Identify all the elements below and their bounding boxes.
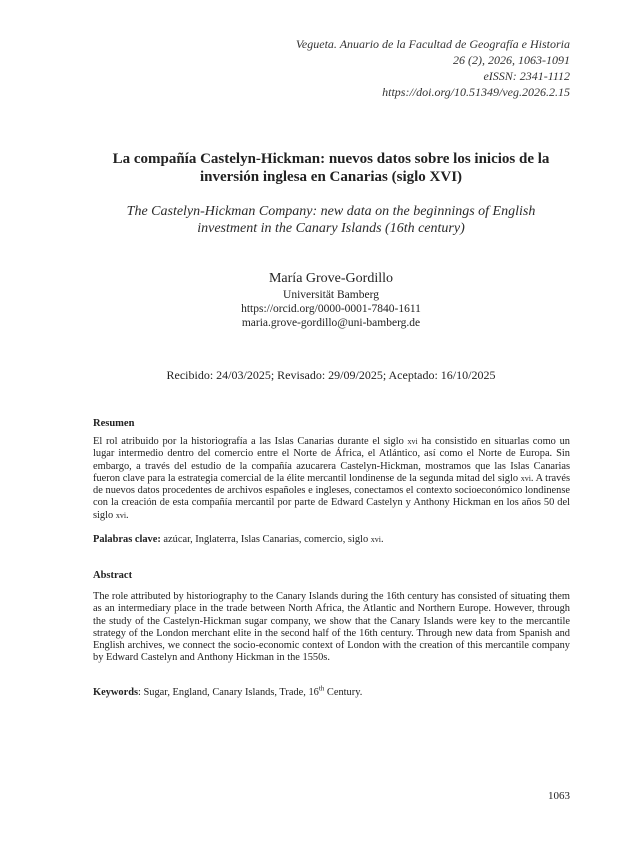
title-spanish-line2: inversión inglesa en Canarias (siglo XVI): [199, 169, 463, 185]
resumen-siglo-1: xvi: [407, 437, 418, 446]
author-orcid-link[interactable]: https://orcid.org/0000-0001-7840-1611: [241, 303, 421, 315]
abstract-heading: Abstract: [93, 570, 133, 581]
resumen-siglo-2: xvi: [520, 473, 531, 483]
keywords-end: Century.: [324, 687, 363, 698]
title-spanish-line1: La compañía Castelyn-Hickman: nuevos datos sobre los inicios de la: [112, 151, 550, 167]
title-english: [70, 203, 592, 237]
keywords: [93, 686, 570, 699]
keywords-label: Keywords: [93, 687, 139, 698]
palabras-clave: [93, 533, 570, 546]
resumen-siglo-3: xvi: [115, 510, 127, 520]
resumen-text-part4: .: [126, 509, 129, 521]
palabras-clave-text: azúcar, Inglaterra, Islas Canarias, comercio, siglo: [160, 534, 371, 545]
journal-header: [296, 36, 570, 100]
palabras-clave-siglo: xvi: [370, 535, 381, 544]
journal-volume: 26 (2), 2026, 1063-1091: [453, 53, 570, 67]
journal-name: Vegueta. Anuario de la Facultad de Geografía e Historia: [295, 37, 570, 51]
title-english-line1: The Castelyn-Hickman Company: new data on the beginnings of English: [126, 204, 536, 219]
author-affiliation: Universität Bamberg: [283, 289, 379, 301]
author-email-link[interactable]: maria.grove-gordillo@uni-bamberg.de: [241, 317, 421, 329]
resumen-text-part1: El rol atribuido por la historiografía a las Islas Canarias durante el siglo: [93, 436, 408, 447]
journal-eissn: eISSN: 2341-1112: [483, 69, 570, 83]
resumen-text-part3: . A través de nuevos datos procedentes de archivos españoles e ingleses, conectamos el contexto socioeconómico londinense con la creación de esta compañía mercantil por parte de Edward Castelyn y Anthony Hickman en los años 50 del siglo: [93, 472, 570, 521]
keywords-text: : Sugar, England, Canary Islands, Trade, 16: [138, 687, 319, 698]
author-block: [70, 270, 592, 330]
journal-doi[interactable]: https://doi.org/10.51349/veg.2026.2.15: [382, 85, 570, 99]
resumen-heading: Resumen: [93, 418, 135, 429]
palabras-clave-end: .: [380, 534, 384, 545]
submission-dates: Recibido: 24/03/2025; Revisado: 29/09/2025; Aceptado: 16/10/2025: [166, 368, 496, 382]
keywords-sup: th: [318, 684, 325, 693]
title-spanish: [70, 150, 592, 186]
page-number: 1063: [548, 790, 570, 802]
palabras-clave-label: Palabras clave:: [93, 534, 161, 545]
abstract-text: The role attributed by historiography to the Canary Islands during the 16th century has consisted of situating them as an intermediary place in the trade between North Africa, the Atlantic and Northern Europe. However, through the study of the Castelyn-Hickman sugar company, we show that the Canary Islands were key to the mercantile strategy of the London merchant elite in the second half of the 16th century. Through new data from Spanish and English archives, we connect the socio-economic context of London with the creation of this mercantile company by Edward Castelyn and Anthony Hickman in the 1550s.: [93, 591, 570, 664]
author-name: María Grove-Gordillo: [268, 271, 394, 286]
title-english-line2: investment in the Canary Islands (16th century): [197, 221, 465, 236]
resumen-text-part2: ha consistido en situarlas como un lugar intermedio dentro del comercio entre el Norte de África, el Atlántico, así como el Norte de Europa. Sin embargo, a través del estudio de la compañía azucarera Castelyn-Hickman, mostramos que las Islas Canarias fueron clave para la estrategia comercial de la élite mercantil londinense de la segunda mitad del siglo: [93, 436, 570, 484]
resumen-text: [93, 436, 570, 522]
